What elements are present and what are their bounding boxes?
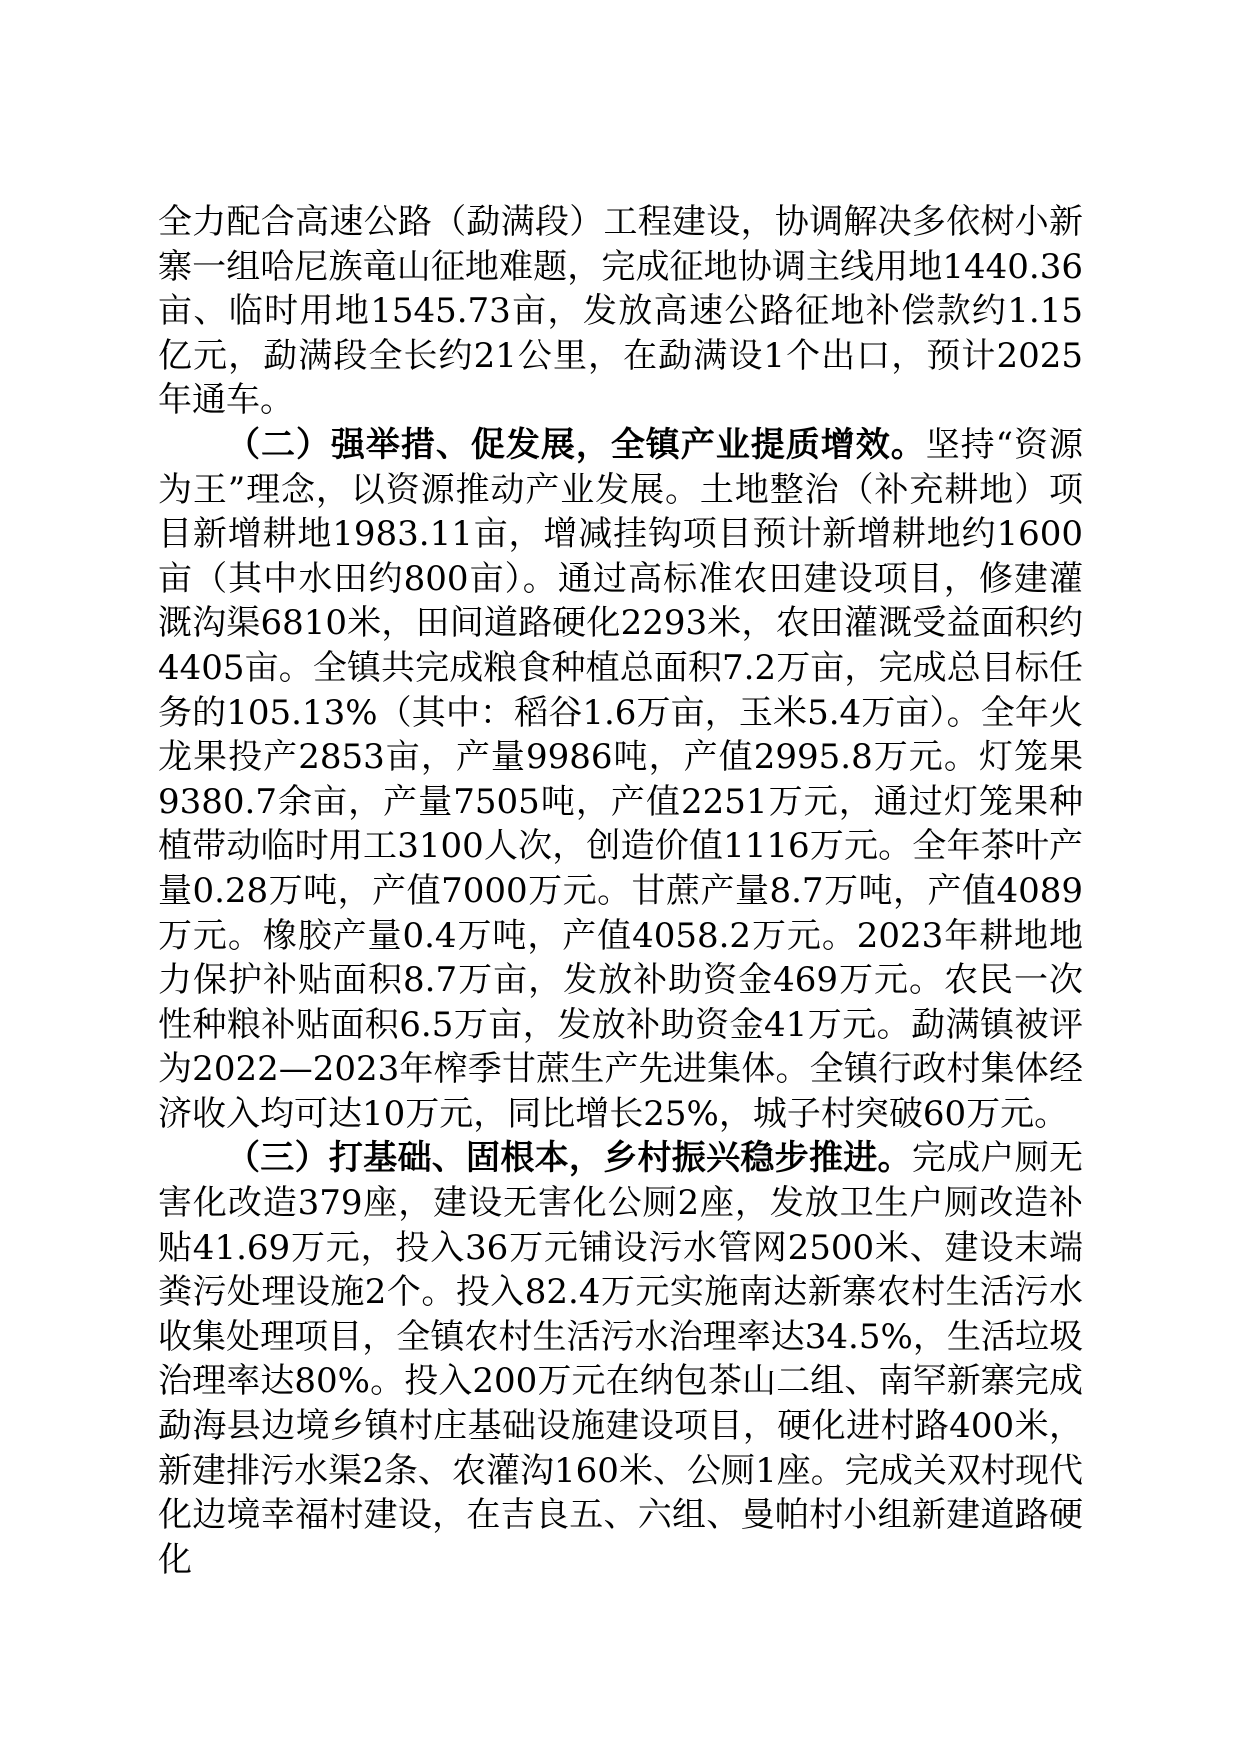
paragraph-industry-development: [158, 423, 1083, 1137]
paragraph-highway-construction: [158, 200, 1083, 423]
paragraph-rural-revitalization: [158, 1136, 1083, 1582]
paragraph-text: 全力配合高速公路（勐满段）工程建设，协调解决多依树小新寨一组哈尼族竜山征地难题，完成征地协调主线用地1440.36亩、临时用地1545.73亩，发放高速公路征地补偿款约1.15亿元，勐满段全长约21公里，在勐满设1个出口，预计2025年通车。: [158, 202, 1083, 421]
paragraph-text: 完成户厕无害化改造379座，建设无害化公厕2座，发放卫生户厕改造补贴41.69万元，投入36万元铺设污水管网2500米、建设末端粪污处理设施2个。投入82.4万元实施南达新寨农村生活污水收集处理项目，全镇农村生活污水治理率达34.5%，生活垃圾治理率达80%。投入200万元在纳包茶山二组、南罕新寨完成勐海县边境乡镇村庄基础设施建设项目，硬化进村路400米，新建排污水渠2条、农灌沟160米、公厕1座。完成关双村现代化边境幸福村建设，在吉良五、六组、曼帕村小组新建道路硬化: [158, 1138, 1084, 1580]
section-heading-three: （三）打基础、固根本，乡村振兴稳步推进。: [226, 1138, 912, 1179]
section-heading-two: （二）强举措、促发展，全镇产业提质增效。: [226, 424, 926, 465]
paragraph-text: 坚持“资源为王”理念，以资源推动产业发展。土地整治（补充耕地）项目新增耕地1983.11亩，增减挂钩项目预计新增耕地约1600亩（其中水田约800亩）。通过高标准农田建设项目，修建灌溉沟渠6810米，田间道路硬化2293米，农田灌溉受益面积约4405亩。全镇共完成粮食种植总面积7.2万亩，完成总目标任务的105.13%（其中：稻谷1.6万亩，玉米5.4万亩）。全年火龙果投产2853亩，产量9986吨，产值2995.8万元。灯笼果9380.7余亩，产量7505吨，产值2251万元，通过灯笼果种植带动临时用工3100人次，创造价值1116万元。全年茶叶产量0.28万吨，产值7000万元。甘蔗产量8.7万吨，产值4089万元。橡胶产量0.4万吨，产值4058.2万元。2023年耕地地力保护补贴面积8.7万亩，发放补助资金469万元。农民一次性种粮补贴面积6.5万亩，发放补助资金41万元。勐满镇被评为2022—2023年榨季甘蔗生产先进集体。全镇行政村集体经济收入均可达10万元，同比增长25%，城子村突破60万元。: [158, 424, 1084, 1134]
document-body: [158, 200, 1083, 1582]
